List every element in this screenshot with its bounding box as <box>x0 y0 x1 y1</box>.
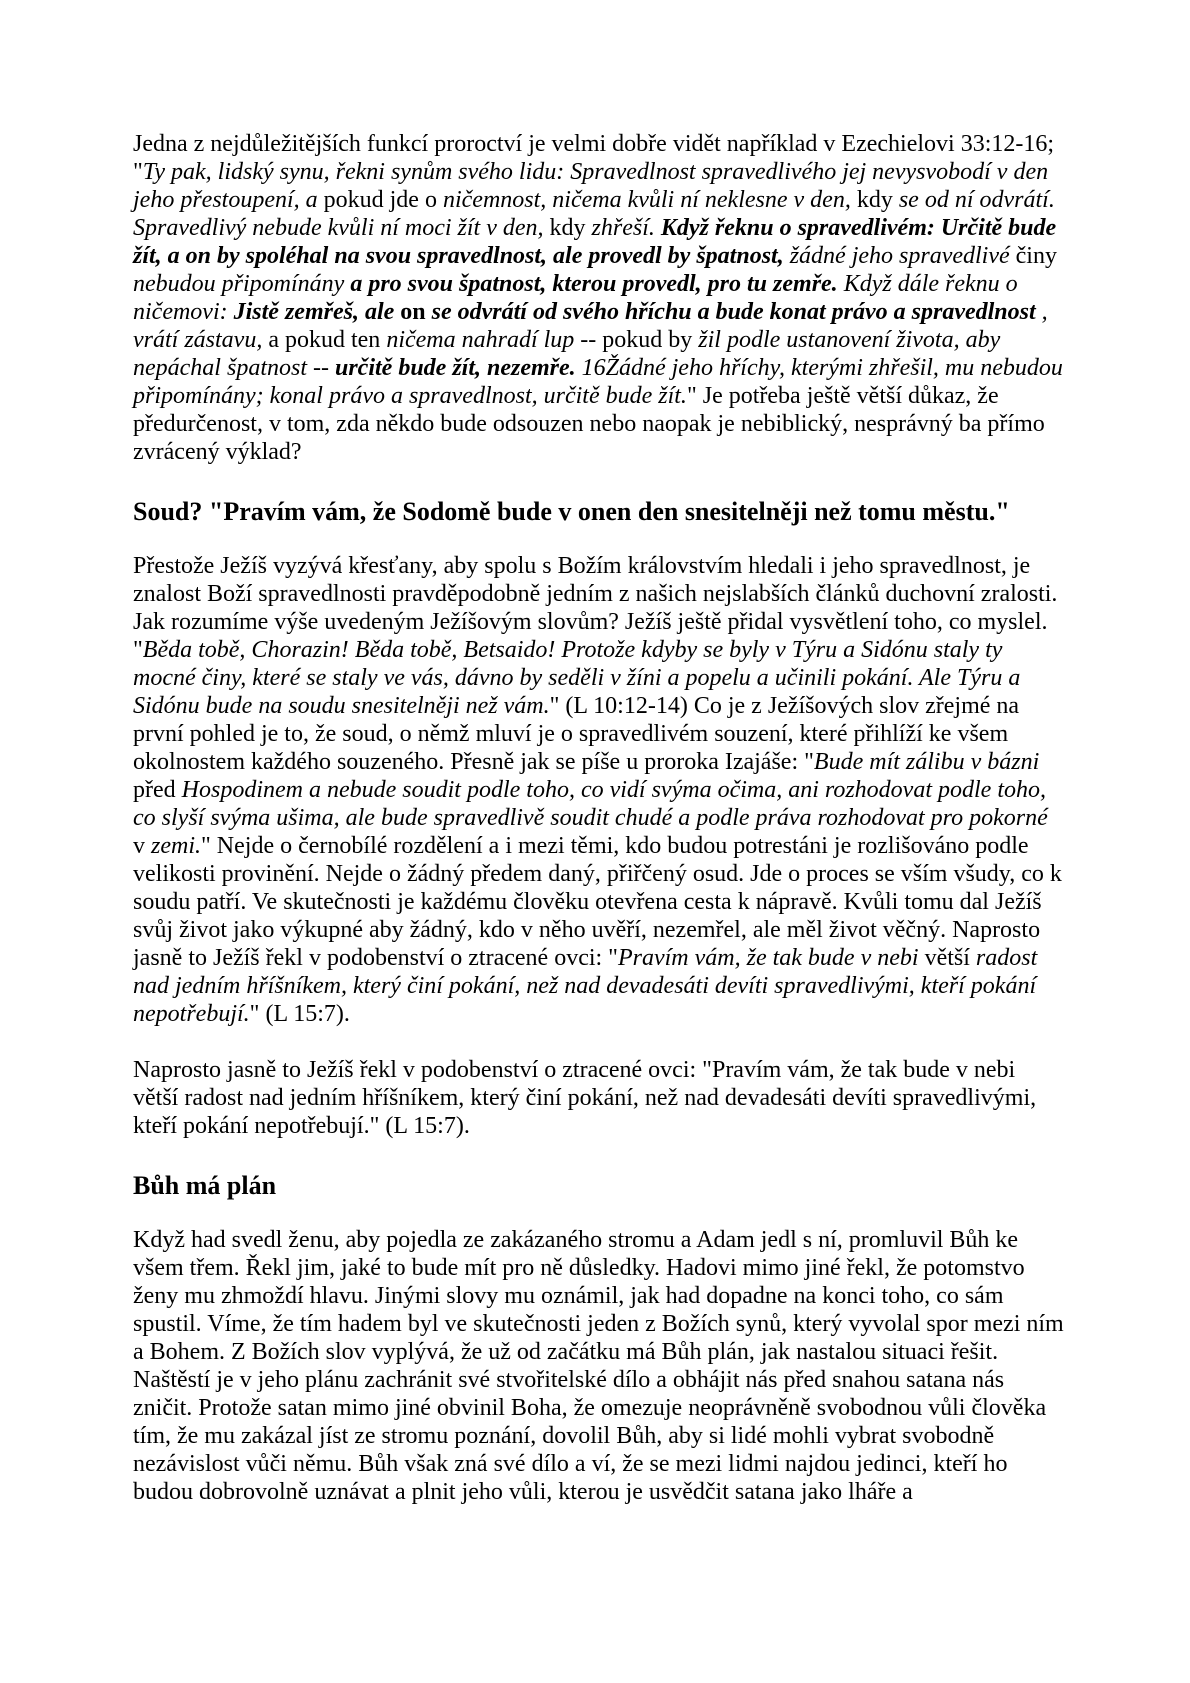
text-run: Když řeknu o spravedlivém: Určitě bude žít, a on by spoléhal na svou spravedlnost, ale provedl by špatnost, <box>133 215 1057 269</box>
text-run: Běda tobě, Chorazin! Běda tobě, Betsaido! Protože kdyby se byly v Týru a Sidónu staly ty mocné činy, které se staly ve vás, dávno by seděli v žíni a popelu a učinili pokání. Ale Týru a Sidónu bude na soudu snesitelněji než vám. <box>133 637 1021 719</box>
heading-buh-ma-plan <box>133 1168 1065 1204</box>
text-run: určitě bude žít, nezemře. <box>334 355 582 381</box>
text-run: Bude mít zálibu v bázni <box>813 749 1040 775</box>
text-run: Jedna z nejdůležitějších funkcí proroctví je velmi dobře vidět například v Ezechielovi 33:12-16; " <box>133 131 1055 185</box>
paragraph-ezechiel-proroctvi <box>133 130 1065 466</box>
paragraph-jezis-spravedlnost <box>133 552 1065 1028</box>
text-run: se odvrátí od svého hříchu a bude konat právo a spravedlnost <box>431 299 1042 325</box>
text-run: Hospodinem a nebude soudit podle toho, co vidí svýma očima, ani rozhodovat podle toho, co slyší svýma ušima, ale bude spravedlivě soudit chudé a podle práva rozhodovat pro pokorné <box>133 777 1048 831</box>
text-run: on <box>400 299 432 325</box>
text-run: Bůh má plán <box>133 1171 277 1200</box>
text-run: žádné jeho spravedlivé <box>789 243 1016 269</box>
text-run: -- pokud by <box>580 327 699 353</box>
paragraph-had-adam <box>133 1226 1065 1506</box>
text-run: větší <box>924 945 976 971</box>
text-run: -- <box>313 355 335 381</box>
text-run: zemi. <box>151 833 201 859</box>
text-run: , vrátí zástavu, <box>133 299 1048 353</box>
text-run: se od ní odvrátí. Spravedlivý nebude kvůli ní moci žít v den, <box>133 187 1055 241</box>
text-run: Soud? "Pravím vám, že Sodomě bude v onen den snesitelněji než tomu městu." <box>133 497 1010 526</box>
text-run: " Nejde o černobílé rozdělení a i mezi těmi, kdo budou potrestáni je rozlišováno podle velikosti provinění. Nejde o žádný předem daný, přiřčený osud. Jde o proces se vším všudy, co k soudu patří. Ve skutečnosti je každému člověku otevřena cesta k nápravě. Kvůli tomu dal Ježíš svůj život jako výkupné aby žádný, kdo v něho uvěří, nezemřel, ale měl život věčný. Naprosto jasně to Ježíš řekl v podobenství o ztracené ovci: " <box>133 833 1062 971</box>
text-run: Přestože Ježíš vyzývá křesťany, aby spolu s Božím královstvím hledali i jeho spravedlnost, je znalost Boží spravedlnosti pravděpodobně jedním z našich nejslabších článků duchovní zralosti. Jak rozumíme výše uvedeným Ježíšovým slovům? Ježíš ještě přidal vysvětlení toho, co myslel. " <box>133 553 1058 663</box>
text-run: 16Žádné jeho hříchy, kterými zhřešil, mu nebudou připomínány; konal právo a spravedlnost, určitě bude žít. <box>133 355 1063 409</box>
paragraph-ztracena-ovce <box>133 1056 1065 1140</box>
text-run: kdy <box>856 187 899 213</box>
text-run: Pravím vám, že tak bude v nebi <box>617 945 925 971</box>
text-run: činy <box>1015 243 1057 269</box>
text-run: kdy <box>549 215 592 241</box>
text-run: " Je potřeba ještě větší důkaz, že předurčenost, v tom, zda někdo bude odsouzen nebo naopak je nebiblický, nesprávný ba přímo zvrácený výklad? <box>133 383 1045 465</box>
text-run: Když had svedl ženu, aby pojedla ze zakázaného stromu a Adam jedl s ní, promluvil Bůh ke všem třem. Řekl jim, jaké to bude mít pro ně důsledky. Hadovi mimo jiné řekl, že potomstvo ženy mu zhmoždí hlavu. Jinými slovy mu oznámil, jak had dopadne na konci toho, co sám spustil. Víme, že tím hadem byl ve skutečnosti jeden z Božích synů, který vyvolal spor mezi ním a Bohem. Z Božích slov vyplývá, že už od začátku má Bůh plán, jak nastalou situaci řešit. Naštěstí je v jeho plánu zachránit své stvořitelské dílo a obhájit nás před snahou satana nás zničit. Protože satan mimo jiné obvinil Boha, že omezuje neoprávněně svobodnou vůli člověka tím, že mu zakázal jíst ze stromu poznání, dovolil Bůh, aby si lidé mohli vybrat svobodně nezávislost vůči němu. Bůh však zná své dílo a ví, že se mezi lidmi najdou jedinci, kteří ho budou dobrovolně uznávat a plnit jeho vůli, kterou je usvědčit satana jako lháře a <box>133 1227 1064 1505</box>
text-run: ničema nahradí lup <box>386 327 581 353</box>
text-run: pokud jde o <box>323 187 443 213</box>
text-run: radost nad jedním hříšníkem, který činí pokání, než nad devadesáti devíti spravedlivými, kteří pokání nepotřebují. <box>133 945 1038 1027</box>
text-run: " (L 10:12-14) Co je z Ježíšových slov zřejmé na první pohled je to, že soud, o němž mluví je o spravedlivém souzení, které přihlíží ke všem okolnostem každého souzeného. Přesně jak se píše u proroka Izajáše: " <box>133 693 1020 775</box>
text-run: před <box>133 777 182 803</box>
text-run: a pro svou špatnost, kterou provedl, pro tu zemře. <box>350 271 844 297</box>
text-run: Jistě zemřeš, ale <box>233 299 401 325</box>
text-run: Naprosto jasně to Ježíš řekl v podobenství o ztracené ovci: "Pravím vám, že tak bude v nebi větší radost nad jedním hříšníkem, který činí pokání, než nad devadesáti devíti spravedlivými, kteří pokání nepotřebují." (L 15:7). <box>133 1057 1037 1139</box>
heading-soud-sodoma <box>133 494 1065 530</box>
text-run: Když dále řeknu o ničemovi: <box>133 271 1018 325</box>
text-run: ničemnost, ničema kvůli ní neklesne v den, <box>442 187 857 213</box>
text-run: žil podle ustanovení života, aby nepáchal špatnost <box>133 327 1001 381</box>
text-run: " (L 15:7). <box>249 1001 350 1027</box>
text-run: nebudou připomínány <box>133 271 351 297</box>
text-run: Ty pak, lidský synu, řekni synům svého lidu: Spravedlnost spravedlivého jej nevysvobodí v den jeho přestoupení, a <box>133 159 1049 213</box>
text-run: zhřeší. <box>591 215 661 241</box>
document-content <box>133 130 1065 1534</box>
text-run: a pokud ten <box>268 327 387 353</box>
text-run: v <box>133 833 151 859</box>
